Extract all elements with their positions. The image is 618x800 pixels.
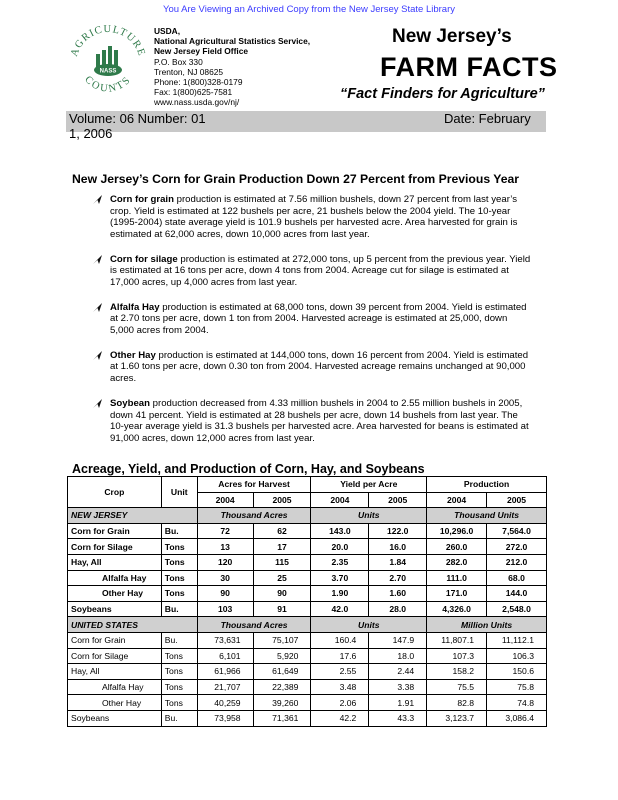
cell-unit: Bu. <box>161 632 197 648</box>
table-row <box>68 601 547 617</box>
cell-value: 272.0 <box>487 539 547 555</box>
agency-line: Fax: 1(800)625-7581 <box>154 87 233 98</box>
cell-crop: Soybeans <box>68 710 162 726</box>
cell-crop: Soybeans <box>68 601 162 617</box>
table-row <box>68 679 547 695</box>
agriculture-counts-logo <box>66 20 150 104</box>
cell-value: 2.35 <box>311 554 369 570</box>
header-year: 2004 <box>311 492 369 508</box>
cell-unit: Bu. <box>161 601 197 617</box>
cell-value: 171.0 <box>427 586 487 602</box>
bullet-text: production is estimated at 68,000 tons, down 39 percent from 2004. Yield is estimated at 2.70 tons per acre, down 1 ton from 2004. Harvested acreage is estimated at 25,000, down 5,000 acres from 2004. <box>110 301 527 336</box>
bullet-term: Alfalfa Hay <box>110 301 160 313</box>
masthead-title-line1: New Jersey’s <box>392 26 512 47</box>
archive-notice: You Are Viewing an Archived Copy from the New Jersey State Library <box>162 4 455 15</box>
arrow-bullet-icon <box>93 195 102 204</box>
section-unit: Thousand Acres <box>197 508 311 524</box>
bullet-term: Corn for grain <box>110 194 174 205</box>
cell-crop: Hay, All <box>68 664 162 680</box>
cell-value: 74.8 <box>487 695 547 711</box>
section-label: NEW JERSEY <box>68 508 198 524</box>
agency-line: P.O. Box 330 <box>154 56 203 67</box>
cell-value: 158.2 <box>427 664 487 680</box>
bullet-item <box>92 350 532 385</box>
header-production: Production <box>427 477 547 493</box>
cell-value: 13 <box>197 539 253 555</box>
cell-value: 30 <box>197 570 253 586</box>
header-unit: Unit <box>161 477 197 508</box>
cell-value: 1.60 <box>369 586 427 602</box>
table-header-row <box>68 477 547 493</box>
cell-unit: Tons <box>161 554 197 570</box>
bullet-text: production is estimated at 144,000 tons, down 16 percent from 2004. Yield is estimated at 1.60 tons per acre, down 0.30 ton from 2004. Harvested acreage remains unchanged at 90,000 acres. <box>110 349 529 385</box>
header-year: 2004 <box>197 492 253 508</box>
cell-value: 43.3 <box>369 710 427 726</box>
issue-date: Date: February <box>444 111 531 126</box>
masthead-tagline: “Fact Finders for Agriculture” <box>340 86 545 102</box>
agency-line: National Agricultural Statistics Service, <box>154 36 311 47</box>
cell-unit: Tons <box>161 695 197 711</box>
cell-value: 2.70 <box>369 570 427 586</box>
cell-unit: Tons <box>161 586 197 602</box>
cell-value: 147.9 <box>369 632 427 648</box>
table-row <box>68 539 547 555</box>
section-row-us <box>68 617 547 633</box>
logo-center-text: NASS <box>99 68 117 75</box>
cell-value: 260.0 <box>427 539 487 555</box>
bullet-list <box>92 194 532 458</box>
header-year: 2005 <box>369 492 427 508</box>
cell-value: 3.38 <box>369 679 427 695</box>
cell-value: 107.3 <box>427 648 487 664</box>
section-unit: Thousand Acres <box>197 617 311 633</box>
bullet-term: Corn for silage <box>110 253 178 265</box>
table-row <box>68 710 547 726</box>
cell-value: 71,361 <box>253 710 311 726</box>
cell-value: 68.0 <box>487 570 547 586</box>
cell-unit: Tons <box>161 539 197 555</box>
cell-crop: Corn for Silage <box>68 539 162 555</box>
cell-value: 144.0 <box>487 586 547 602</box>
agency-line: USDA, <box>154 26 181 36</box>
table-row <box>68 695 547 711</box>
table-row <box>68 648 547 664</box>
cell-value: 3,086.4 <box>487 710 547 726</box>
cell-crop: Other Hay <box>68 586 162 602</box>
cell-value: 2,548.0 <box>487 601 547 617</box>
header-year: 2005 <box>487 492 547 508</box>
cell-value: 2.06 <box>311 695 369 711</box>
cell-value: 11,807.1 <box>427 632 487 648</box>
cell-value: 120 <box>197 554 253 570</box>
arrow-bullet-icon <box>93 351 102 360</box>
cell-value: 143.0 <box>311 523 369 539</box>
cell-value: 2.44 <box>369 664 427 680</box>
bullet-text: production decreased from 4.33 million bushels in 2004 to 2.55 million bushels in 2005, down 41 percent. Yield is estimated at 28 bushels per acre, down 14 bushels from last year. The 10-year average yield is 31.3 bushels per harvested acre. Area harvested for beans is estimated at 91,000 acres, down 12,000 acres from last year. <box>110 397 529 444</box>
cell-value: 111.0 <box>427 570 487 586</box>
cell-unit: Tons <box>161 570 197 586</box>
cell-value: 1.91 <box>369 695 427 711</box>
cell-value: 1.90 <box>311 586 369 602</box>
cell-value: 75,107 <box>253 632 311 648</box>
page-headline: New Jersey’s Corn for Grain Production Down 27 Percent from Previous Year <box>72 172 520 186</box>
cell-unit: Tons <box>161 648 197 664</box>
cell-value: 21,707 <box>197 679 253 695</box>
cell-value: 1.84 <box>369 554 427 570</box>
table-row <box>68 554 547 570</box>
svg-text:COUNTS <box>82 74 133 95</box>
agency-line: Trenton, NJ 08625 <box>154 66 224 77</box>
table-row <box>68 523 547 539</box>
cell-value: 25 <box>253 570 311 586</box>
header-crop: Crop <box>68 477 162 508</box>
cell-crop: Hay, All <box>68 554 162 570</box>
cell-value: 73,958 <box>197 710 253 726</box>
cell-value: 39,260 <box>253 695 311 711</box>
arrow-bullet-icon <box>93 399 102 408</box>
table-row <box>68 586 547 602</box>
cell-value: 10,296.0 <box>427 523 487 539</box>
cell-value: 73,631 <box>197 632 253 648</box>
cell-unit: Bu. <box>161 523 197 539</box>
section-label: UNITED STATES <box>68 617 198 633</box>
cell-value: 42.2 <box>311 710 369 726</box>
cell-value: 103 <box>197 601 253 617</box>
cell-value: 61,649 <box>253 664 311 680</box>
cell-value: 3.48 <box>311 679 369 695</box>
cell-value: 75.8 <box>487 679 547 695</box>
logo-top-text: AGRICULTURE <box>68 23 148 59</box>
masthead-title-line2: FARM FACTS <box>380 52 558 82</box>
table-row <box>68 570 547 586</box>
cell-value: 2.55 <box>311 664 369 680</box>
agency-address <box>154 26 310 108</box>
cell-value: 61,966 <box>197 664 253 680</box>
cell-value: 22,389 <box>253 679 311 695</box>
cell-value: 106.3 <box>487 648 547 664</box>
cell-value: 20.0 <box>311 539 369 555</box>
cell-unit: Tons <box>161 664 197 680</box>
header-yield: Yield per Acre <box>311 477 427 493</box>
agency-line: New Jersey Field Office <box>154 46 249 57</box>
cell-crop: Other Hay <box>68 695 162 711</box>
cell-value: 5,920 <box>253 648 311 664</box>
agency-website[interactable]: www.nass.usda.gov/nj/ <box>154 97 240 108</box>
crop-table <box>67 476 547 727</box>
logo-bottom-text: COUNTS <box>82 74 134 95</box>
cell-value: 17 <box>253 539 311 555</box>
cell-crop: Alfalfa Hay <box>68 679 162 695</box>
cell-value: 122.0 <box>369 523 427 539</box>
cell-value: 90 <box>197 586 253 602</box>
cell-value: 7,564.0 <box>487 523 547 539</box>
arrow-bullet-icon <box>93 255 102 264</box>
cell-crop: Alfalfa Hay <box>68 570 162 586</box>
cell-unit: Tons <box>161 679 197 695</box>
bullet-term: Other Hay <box>110 349 156 361</box>
cell-value: 16.0 <box>369 539 427 555</box>
cell-value: 62 <box>253 523 311 539</box>
cell-value: 6,101 <box>197 648 253 664</box>
cell-value: 28.0 <box>369 601 427 617</box>
cell-value: 212.0 <box>487 554 547 570</box>
cell-value: 72 <box>197 523 253 539</box>
cell-value: 11,112.1 <box>487 632 547 648</box>
agency-line: Phone: 1(800)328-0179 <box>154 77 243 88</box>
cell-value: 282.0 <box>427 554 487 570</box>
section-unit: Thousand Units <box>427 508 547 524</box>
cell-unit: Bu. <box>161 710 197 726</box>
cell-value: 17.6 <box>311 648 369 664</box>
table-title: Acreage, Yield, and Production of Corn, Hay, and Soybeans <box>72 462 425 476</box>
section-unit: Units <box>311 508 427 524</box>
section-unit: Units <box>311 617 427 633</box>
cell-value: 3.70 <box>311 570 369 586</box>
cell-crop: Corn for Grain <box>68 523 162 539</box>
cell-value: 75.5 <box>427 679 487 695</box>
bullet-item <box>92 194 532 240</box>
cell-value: 90 <box>253 586 311 602</box>
header-year: 2005 <box>253 492 311 508</box>
cell-value: 160.4 <box>311 632 369 648</box>
cell-crop: Corn for Silage <box>68 648 162 664</box>
bullet-item <box>92 254 532 289</box>
cell-value: 42.0 <box>311 601 369 617</box>
section-row-nj <box>68 508 547 524</box>
header-year: 2004 <box>427 492 487 508</box>
bullet-item <box>92 302 532 337</box>
issue-volume-continued: 1, 2006 <box>69 126 113 141</box>
cell-value: 115 <box>253 554 311 570</box>
cell-value: 18.0 <box>369 648 427 664</box>
header-acres: Acres for Harvest <box>197 477 311 493</box>
cell-value: 91 <box>253 601 311 617</box>
cell-value: 3,123.7 <box>427 710 487 726</box>
cell-value: 150.6 <box>487 664 547 680</box>
bullet-item <box>92 398 532 444</box>
arrow-bullet-icon <box>93 303 102 312</box>
issue-volume: Volume: 06 Number: 01 <box>69 111 206 126</box>
cell-value: 40,259 <box>197 695 253 711</box>
svg-text:AGRICULTURE <box>69 24 147 58</box>
cell-value: 82.8 <box>427 695 487 711</box>
table-row <box>68 632 547 648</box>
table-row <box>68 664 547 680</box>
cell-crop: Corn for Grain <box>68 632 162 648</box>
bullet-text: production is estimated at 7.56 million bushels, down 27 percent from last year’s crop. Yield is estimated at 122 bushels per acre, 21 bushels below the 2004 yield. The 10-year (1995-2004) state average yield is 101.9 bushels per harvested acre. Area harvested for grain is estimated at 62,000 acres, down 10,000 acres from last year. <box>110 194 518 240</box>
bullet-text: production is estimated at 272,000 tons, up 5 percent from the previous year. Yield is estimated at 16 tons per acre, down 4 tons from 2004. Acreage cut for silage is estimated at 17,000 acres, up 4,000 acres from last year. <box>110 253 531 288</box>
section-unit: Million Units <box>427 617 547 633</box>
cell-value: 4,326.0 <box>427 601 487 617</box>
bullet-term: Soybean <box>110 397 150 409</box>
